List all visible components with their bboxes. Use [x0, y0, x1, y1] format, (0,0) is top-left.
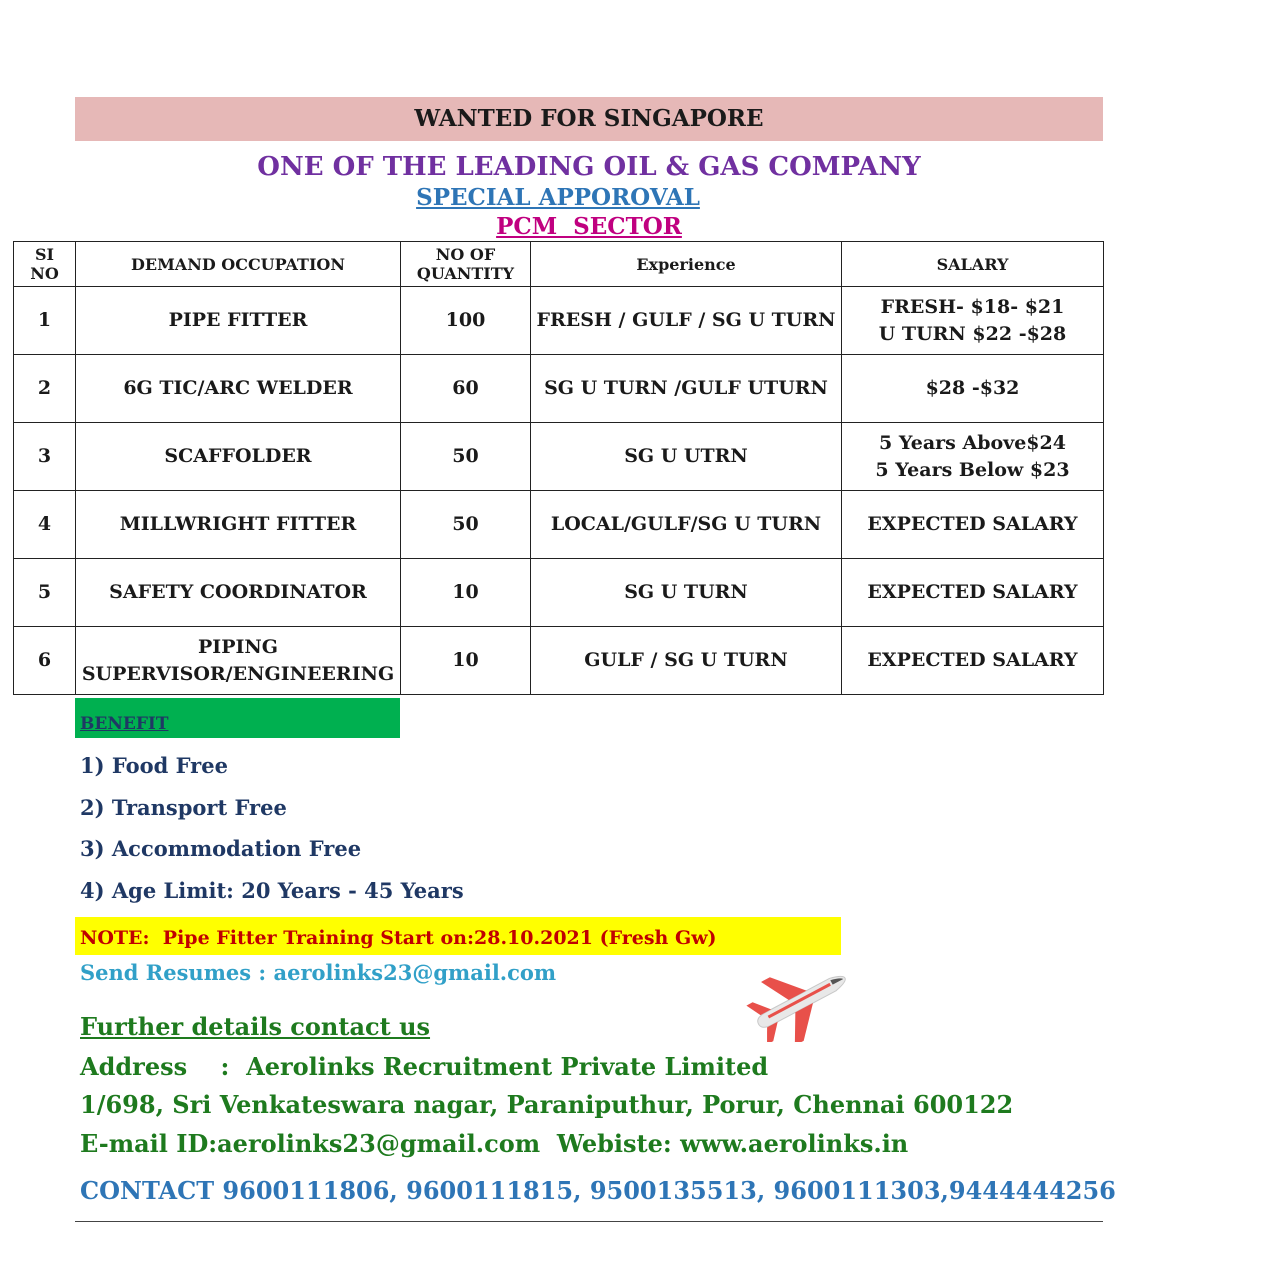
table-row: [14, 287, 1104, 355]
header-quantity-line1: NO OF: [435, 245, 496, 264]
cell-salary-line: 5 Years Below $23: [875, 458, 1070, 481]
table-row: [14, 491, 1104, 559]
contact-phones: CONTACT 9600111806, 9600111815, 9500135513, 9600111303,9444444256: [80, 1176, 1116, 1205]
street-address-line: 1/698, Sri Venkateswara nagar, Paraniputhur, Porur, Chennai 600122: [80, 1090, 1014, 1119]
benefit-list: [80, 748, 464, 914]
cell-experience: SG U TURN: [531, 559, 842, 627]
cell-si-no: 5: [14, 559, 76, 627]
cell-si-no: 1: [14, 287, 76, 355]
table-row: [14, 627, 1104, 695]
cell-si-no: 3: [14, 423, 76, 491]
cell-salary-line: 5 Years Above$24: [879, 431, 1066, 454]
cell-occupation: [76, 627, 401, 695]
table-row: [14, 559, 1104, 627]
sector-heading: PCM SECTOR: [496, 213, 682, 240]
cell-quantity: 10: [401, 627, 531, 695]
note-text: NOTE: Pipe Fitter Training Start on:28.10.2021 (Fresh Gw): [80, 927, 717, 949]
cell-salary: [842, 287, 1104, 355]
approval-heading: SPECIAL APPOROVAL: [416, 184, 700, 211]
table-row: [14, 355, 1104, 423]
cell-experience: LOCAL/GULF/SG U TURN: [531, 491, 842, 559]
cell-occupation-line: SUPERVISOR/ENGINEERING: [81, 662, 395, 685]
banner-text: WANTED FOR SINGAPORE: [414, 105, 764, 132]
cell-quantity: 10: [401, 559, 531, 627]
airplane-icon: [745, 962, 855, 1042]
cell-salary-line: EXPECTED SALARY: [867, 649, 1078, 671]
benefit-item: 1) Food Free: [80, 753, 228, 778]
header-experience: Experience: [531, 242, 842, 287]
header-salary: SALARY: [842, 242, 1104, 287]
cell-salary: [842, 423, 1104, 491]
cell-salary-line: EXPECTED SALARY: [867, 513, 1078, 535]
benefit-heading-bar: [75, 698, 400, 738]
send-resumes-text: Send Resumes : aerolinks23@gmail.com: [80, 960, 557, 985]
table-row: [14, 423, 1104, 491]
cell-salary-line: $28 -$32: [925, 377, 1020, 399]
cell-quantity: 50: [401, 423, 531, 491]
cell-occupation: [76, 559, 401, 627]
company-heading: ONE OF THE LEADING OIL & GAS COMPANY: [257, 152, 921, 182]
header-occupation: DEMAND OCCUPATION: [76, 242, 401, 287]
header-si-no: SI NO: [14, 242, 76, 287]
cell-experience: GULF / SG U TURN: [531, 627, 842, 695]
cell-salary: [842, 355, 1104, 423]
cell-si-no: 2: [14, 355, 76, 423]
benefit-item: 3) Accommodation Free: [80, 836, 362, 861]
header-quantity-line2: QUANTITY: [416, 264, 515, 283]
cell-occupation-line: PIPE FITTER: [168, 309, 308, 331]
cell-occupation: [76, 423, 401, 491]
table-header-row: [14, 242, 1104, 287]
cell-salary-line: U TURN $22 -$28: [878, 322, 1067, 345]
cell-si-no: 6: [14, 627, 76, 695]
cell-si-no: 4: [14, 491, 76, 559]
cell-experience: FRESH / GULF / SG U TURN: [531, 287, 842, 355]
cell-occupation: [76, 355, 401, 423]
cell-quantity: 60: [401, 355, 531, 423]
cell-occupation: [76, 287, 401, 355]
note-bar: [75, 917, 841, 955]
header-quantity: [401, 242, 531, 287]
jobs-table: [13, 241, 1104, 695]
cell-salary-line: FRESH- $18- $21: [880, 295, 1065, 318]
cell-salary: [842, 491, 1104, 559]
cell-salary: [842, 627, 1104, 695]
cell-occupation-line: MILLWRIGHT FITTER: [119, 513, 357, 535]
cell-occupation-line: 6G TIC/ARC WELDER: [123, 377, 353, 399]
cell-quantity: 50: [401, 491, 531, 559]
cell-occupation-line: SCAFFOLDER: [164, 445, 312, 467]
title-banner: [75, 97, 1103, 141]
cell-quantity: 100: [401, 287, 531, 355]
benefit-item: 4) Age Limit: 20 Years - 45 Years: [80, 877, 464, 903]
cell-occupation-line: PIPING: [198, 635, 278, 658]
benefit-item: 2) Transport Free: [80, 794, 287, 820]
cell-occupation-line: SAFETY COORDINATOR: [109, 581, 367, 603]
email-website-line: E-mail ID:aerolinks23@gmail.com Webiste: www.aerolinks.in: [80, 1129, 909, 1158]
cell-experience: SG U UTRN: [531, 423, 842, 491]
cell-occupation: [76, 491, 401, 559]
contact-heading: Further details contact us: [80, 1012, 431, 1041]
cell-salary-line: EXPECTED SALARY: [867, 581, 1078, 603]
bottom-divider: [75, 1221, 1103, 1222]
cell-experience: SG U TURN /GULF UTURN: [531, 355, 842, 423]
address-line: Address : Aerolinks Recruitment Private Limited: [80, 1052, 769, 1081]
benefit-heading: BENEFIT: [80, 714, 169, 734]
cell-salary: [842, 559, 1104, 627]
